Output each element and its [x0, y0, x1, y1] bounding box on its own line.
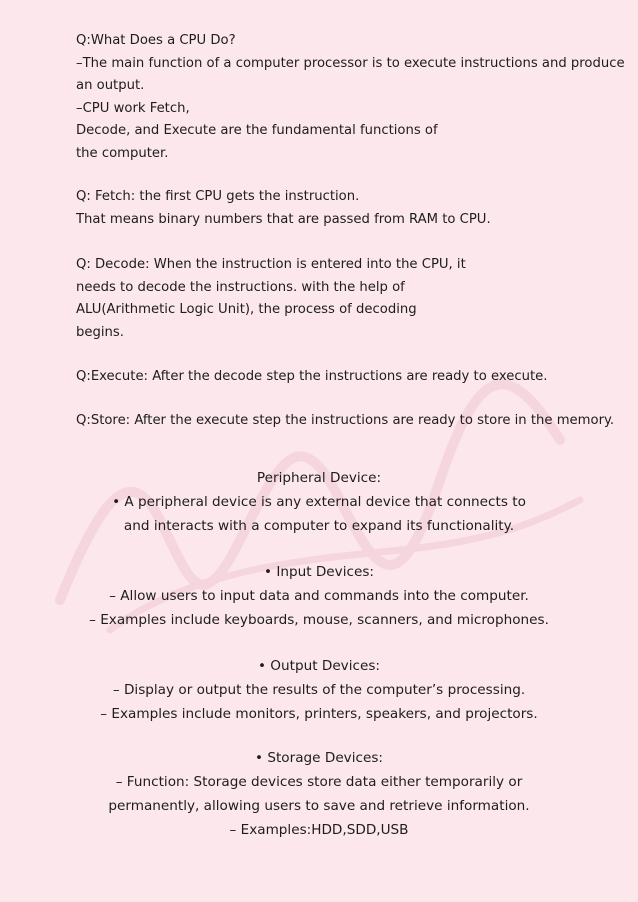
decode-line: needs to decode the instructions. with the help of [76, 279, 405, 295]
storage-line: permanently, allowing users to save and retrieve information. [108, 798, 530, 814]
peripheral-title: Peripheral Device: [256, 470, 382, 486]
input-line: – Examples include keyboards, mouse, scanners, and microphones. [89, 612, 549, 628]
storage-title: • Storage Devices: [255, 750, 383, 766]
decode-line: ALU(Arithmetic Logic Unit), the process of decoding [76, 302, 417, 317]
input-section [0, 560, 638, 632]
peripheral-line: • A peripheral device is any external device that connects to [112, 494, 526, 510]
storage-section [0, 746, 638, 842]
storage-line: – Function: Storage devices store data either temporarily or [115, 774, 523, 790]
decode-line: Q: Decode: When the instruction is entered into the CPU, it [76, 257, 466, 272]
fetch-line: That means binary numbers that are passed from RAM to CPU. [76, 211, 491, 227]
fetch-line: Q: Fetch: the first CPU gets the instruction. [76, 189, 360, 204]
cpu-line: an output. [76, 78, 145, 93]
storage-line: – Examples:HDD,SDD,USB [229, 822, 409, 838]
cpu-line: Decode, and Execute are the fundamental functions of [76, 123, 438, 138]
decode-section [76, 254, 466, 344]
output-line: – Display or output the results of the computer’s processing. [112, 682, 526, 698]
cpu-line: Q:What Does a CPU Do? [76, 33, 236, 48]
cpu-line: –CPU work Fetch, [76, 100, 190, 116]
peripheral-section [0, 466, 638, 538]
output-section [0, 654, 638, 726]
decode-line: begins. [76, 324, 124, 340]
store-line: Q:Store: After the execute step the instructions are ready to store in the memory. [76, 413, 615, 428]
output-title: • Output Devices: [257, 658, 381, 674]
peripheral-line: and interacts with a computer to expand its functionality. [123, 518, 515, 534]
cpu-line: –The main function of a computer processor is to execute instructions and produce [76, 55, 625, 71]
input-title: • Input Devices: [263, 564, 374, 580]
input-line: – Allow users to input data and commands into the computer. [109, 588, 529, 604]
store-section [76, 410, 614, 433]
execute-line: Q:Execute: After the decode step the instructions are ready to execute. [76, 369, 548, 384]
cpu-line: the computer. [76, 145, 169, 161]
execute-section [76, 366, 547, 389]
cpu-section [76, 30, 625, 165]
fetch-section [76, 186, 491, 231]
output-line: – Examples include monitors, printers, speakers, and projectors. [100, 706, 538, 722]
